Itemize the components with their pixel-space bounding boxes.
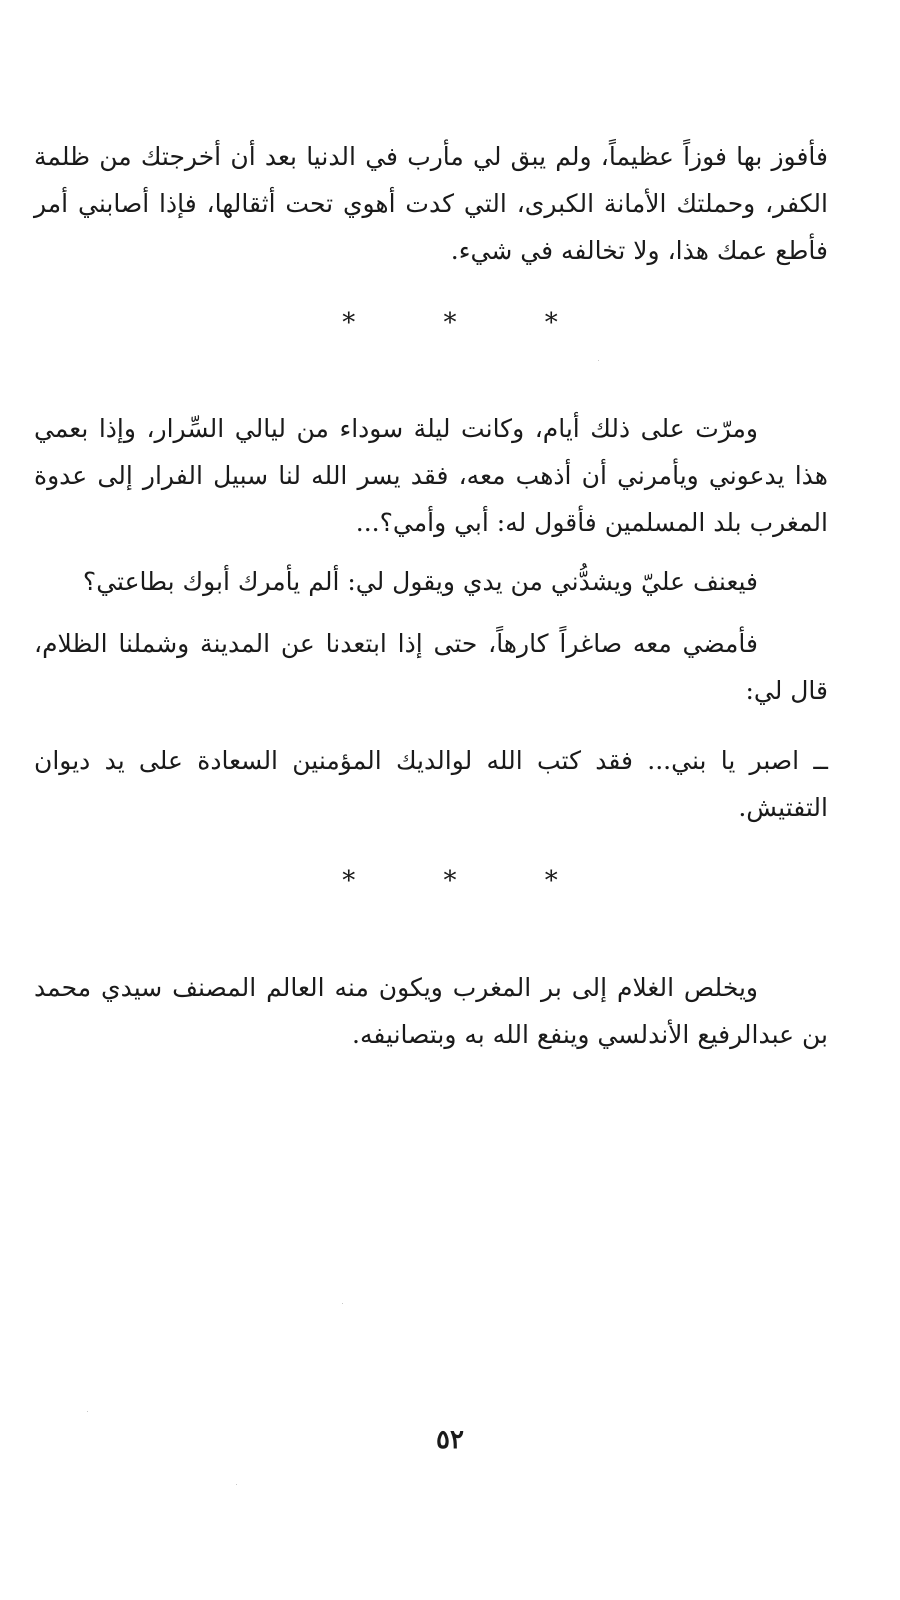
scan-speck <box>598 360 599 361</box>
scan-speck <box>236 1484 237 1485</box>
paragraph-4: فأمضي معه صاغراً كارهاً، حتى إذا ابتعدنا عن المدينة وشملنا الظلام، قال لي: <box>34 629 828 705</box>
section-separator-2: * * * <box>342 866 598 896</box>
page-number: ٥٢ <box>436 1425 464 1455</box>
paragraph-5: ــ اصبر يا بني... فقد كتب الله لوالديك المؤمنين السعادة على يد ديوان التفتيش. <box>34 746 828 822</box>
scan-speck <box>87 1411 88 1412</box>
paragraph-3: فيعنف عليّ ويشدُّني من يدي ويقول لي: ألم يأمرك أبوك بطاعتي؟ <box>82 567 758 596</box>
paragraph-2: ومرّت على ذلك أيام، وكانت ليلة سوداء من ليالي السِّرار، وإذا بعمي هذا يدعوني ويأمرني أن أذهب معه، فقد يسر الله لنا سبيل الفرار إلى عدوة المغرب بلد المسلمين فأقول له: أبي وأمي؟... <box>34 414 828 537</box>
paragraph-1: فأفوز بها فوزاً عظيماً، ولم يبق لي مأرب في الدنيا بعد أن أخرجتك من ظلمة الكفر، وحملتك الأمانة الكبرى، التي كدت أهوي تحت أثقالها، فإذا أصابني أمر فأطع عمك هذا، ولا تخالفه في شيء. <box>34 142 828 265</box>
section-separator-1: * * * <box>342 308 598 338</box>
scan-speck <box>342 1303 343 1304</box>
paragraph-6: ويخلص الغلام إلى بر المغرب ويكون منه العالم المصنف سيدي محمد بن عبدالرفيع الأندلسي وينفع الله به وبتصانيفه. <box>34 973 828 1049</box>
